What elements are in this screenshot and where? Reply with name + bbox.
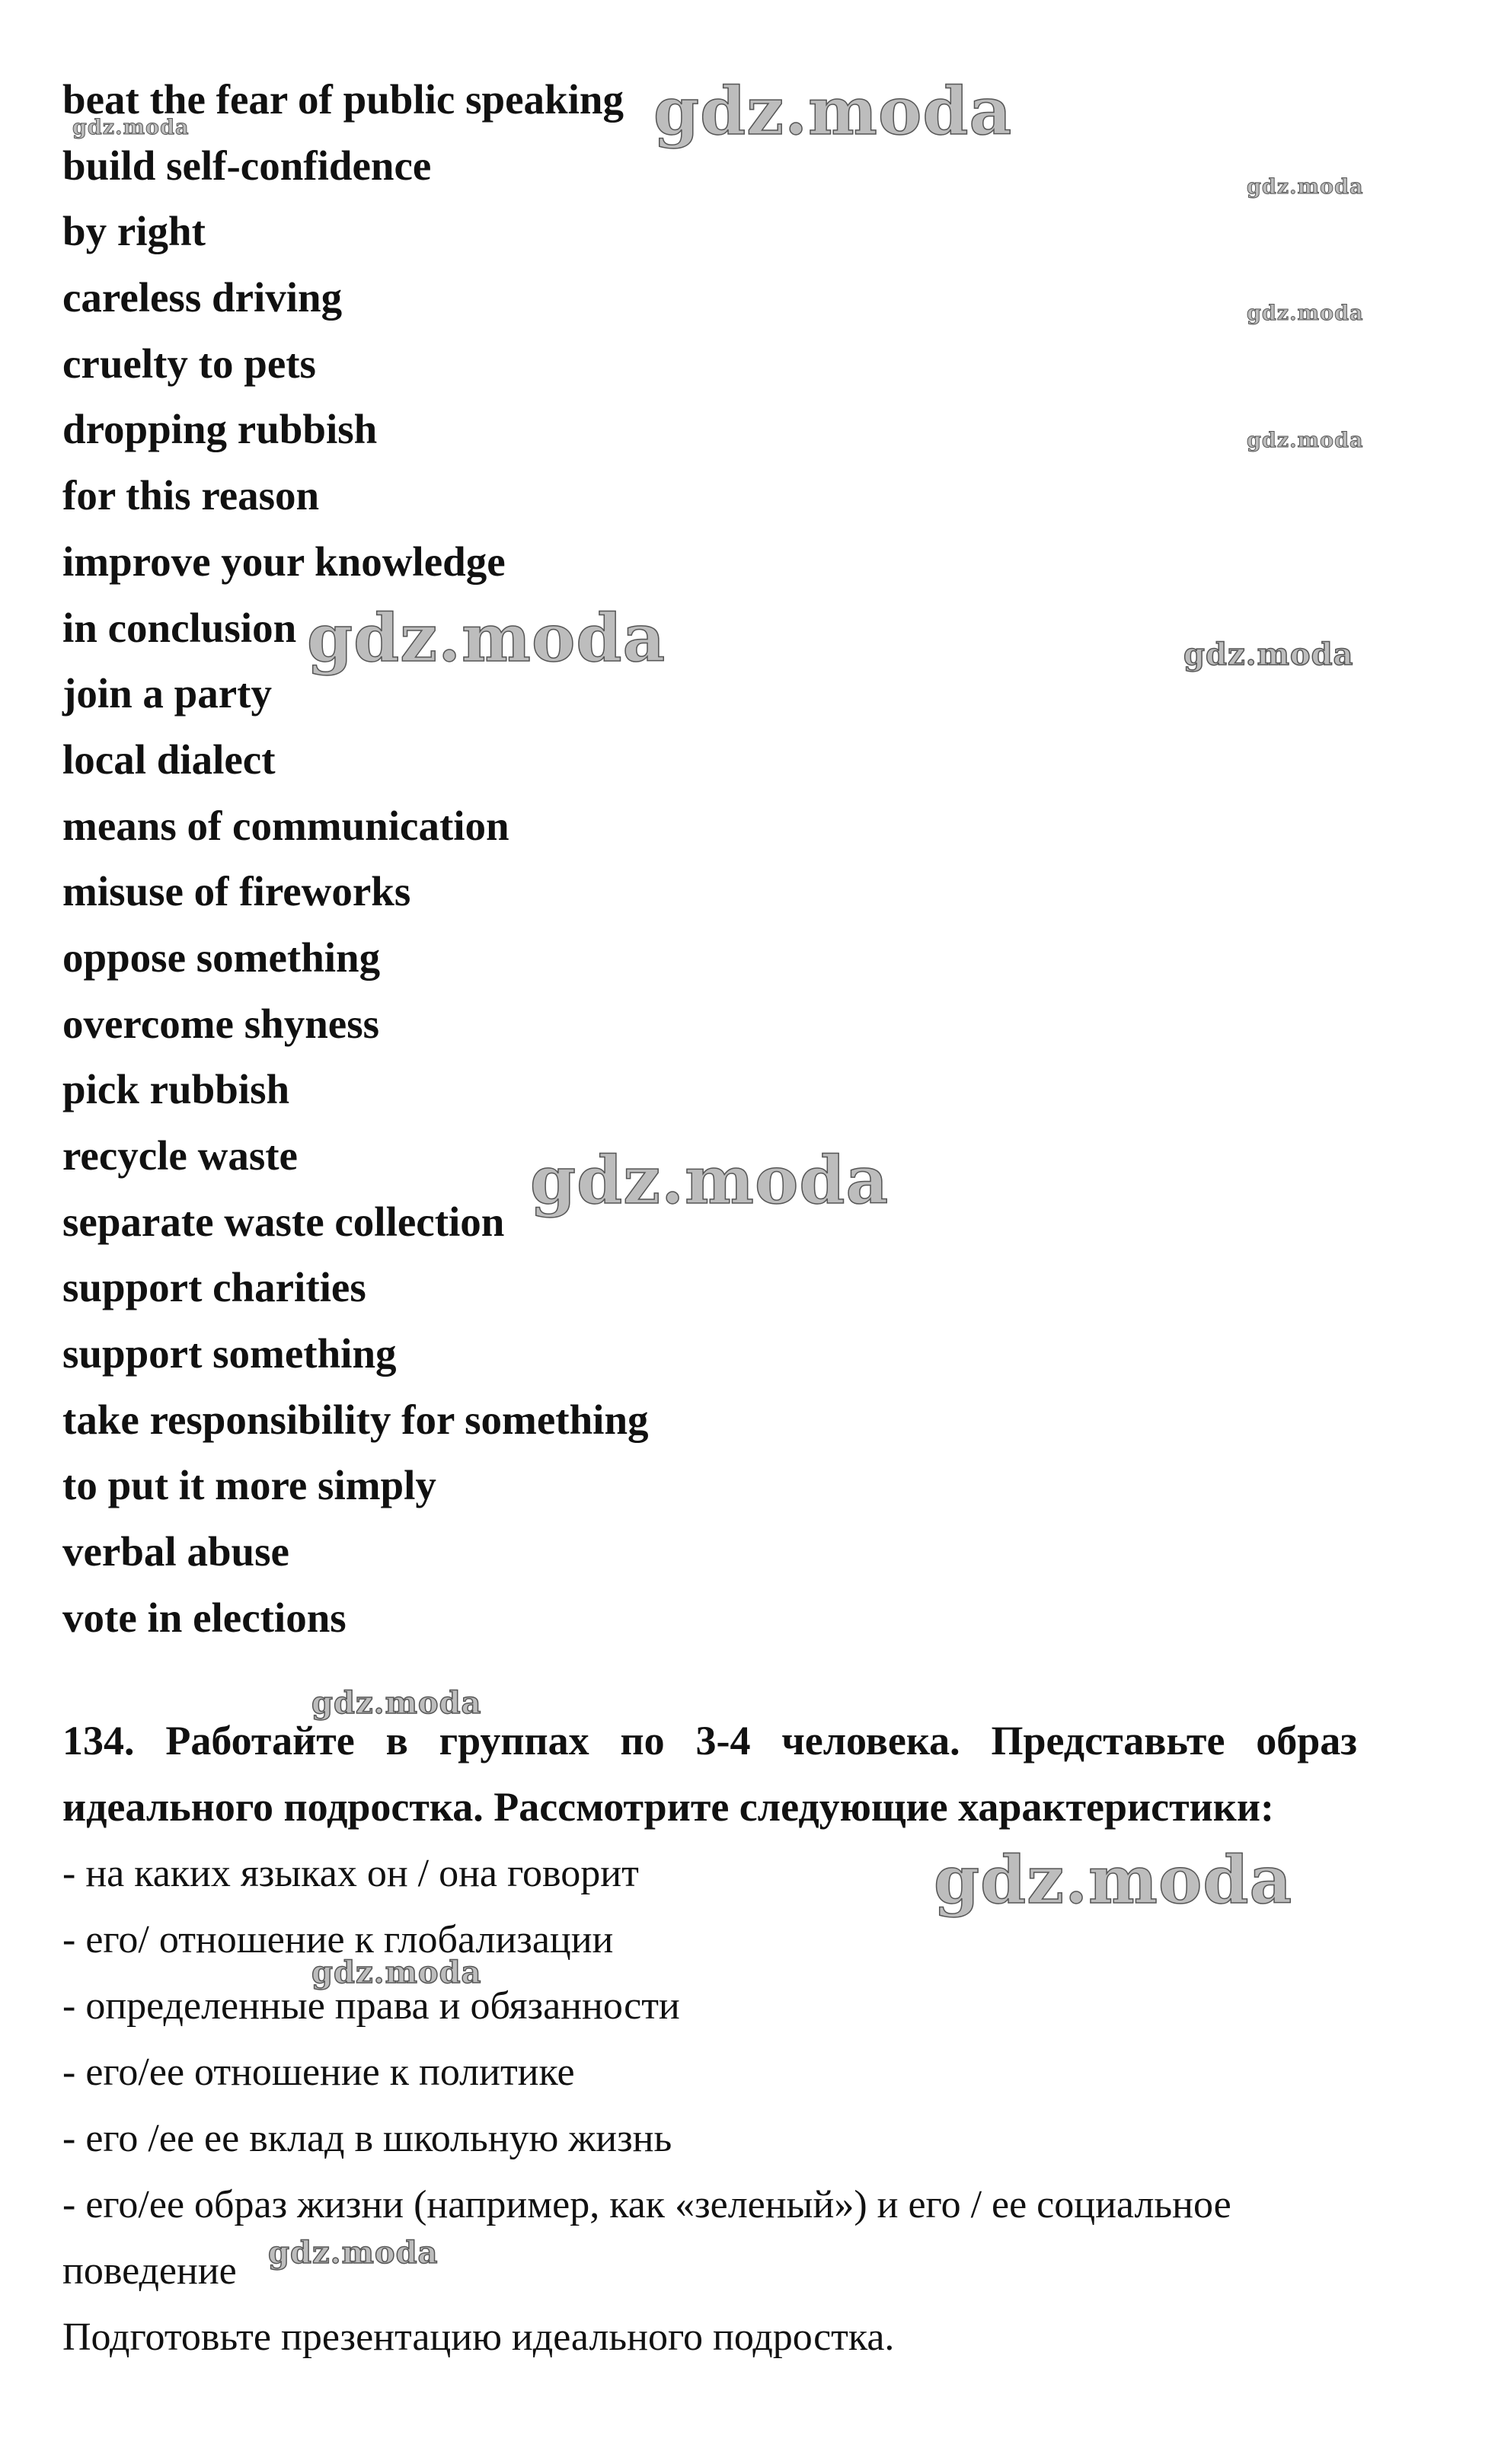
phrase-item: by right	[62, 208, 206, 255]
phrase-item: overcome shyness	[62, 1000, 380, 1047]
phrase-item: misuse of fireworks	[62, 868, 411, 915]
phrase-item: support something	[62, 1330, 397, 1377]
phrase-item: support charities	[62, 1264, 366, 1311]
watermark: gdz.moda	[1183, 637, 1354, 672]
phrase-item: recycle waste	[62, 1132, 298, 1179]
task-title	[62, 1708, 1357, 1840]
watermark: gdz.moda	[934, 1842, 1293, 1919]
phrase-item: beat the fear of public speaking	[62, 76, 624, 123]
phrase-item: build self-confidence	[62, 142, 432, 189]
list-item: - определенные права и обязанности	[62, 1984, 680, 2028]
watermark: gdz.moda	[307, 600, 666, 677]
list-item: поведение	[62, 2249, 237, 2293]
phrase-item: dropping rubbish	[62, 406, 378, 453]
phrase-item: local dialect	[62, 736, 276, 783]
phrase-item: oppose something	[62, 934, 381, 981]
list-item: - его /ее ее вклад в школьную жизнь	[62, 2117, 672, 2160]
task-footer: Подготовьте презентацию идеального подростка.	[62, 2316, 895, 2359]
watermark: gdz.moda	[1247, 175, 1364, 199]
phrase-list	[62, 67, 1357, 1652]
phrase-item: join a party	[62, 670, 272, 717]
phrase-item: take responsibility for something	[62, 1396, 649, 1443]
watermark: gdz.moda	[653, 73, 1013, 150]
list-item: - его/ отношение к глобализации	[62, 1918, 614, 1961]
watermark: gdz.moda	[311, 1685, 482, 1721]
watermark: gdz.moda	[1247, 429, 1364, 452]
list-item: - на каких языках он / она говорит	[62, 1852, 639, 1895]
phrase-item: vote in elections	[62, 1594, 347, 1641]
phrase-item: in conclusion	[62, 604, 297, 651]
phrase-item: separate waste collection	[62, 1198, 505, 1245]
task-title-line: 134. Работайте в группах по 3-4 человека. Представьте образ	[62, 1718, 1357, 1763]
watermark: gdz.moda	[268, 2235, 439, 2271]
watermark: gdz.moda	[530, 1142, 890, 1219]
phrase-item: for this reason	[62, 472, 320, 519]
phrase-item: cruelty to pets	[62, 340, 316, 387]
task-134	[62, 1708, 1357, 2370]
watermark: gdz.moda	[1247, 302, 1364, 325]
phrase-item: pick rubbish	[62, 1066, 290, 1113]
phrase-item: careless driving	[62, 274, 343, 321]
phrase-item: means of communication	[62, 802, 509, 849]
watermark: gdz.moda	[72, 116, 190, 139]
phrase-item: improve your knowledge	[62, 538, 506, 585]
task-title-line: идеального подростка. Рассмотрите следующие характеристики:	[62, 1784, 1274, 1830]
list-item: - его/ее отношение к политике	[62, 2051, 575, 2094]
list-item: - его/ее образ жизни (например, как «зеленый») и его / ее социальное	[62, 2183, 1231, 2226]
phrase-item: verbal abuse	[62, 1528, 289, 1575]
watermark: gdz.moda	[311, 1955, 482, 1990]
phrase-item: to put it more simply	[62, 1462, 436, 1509]
